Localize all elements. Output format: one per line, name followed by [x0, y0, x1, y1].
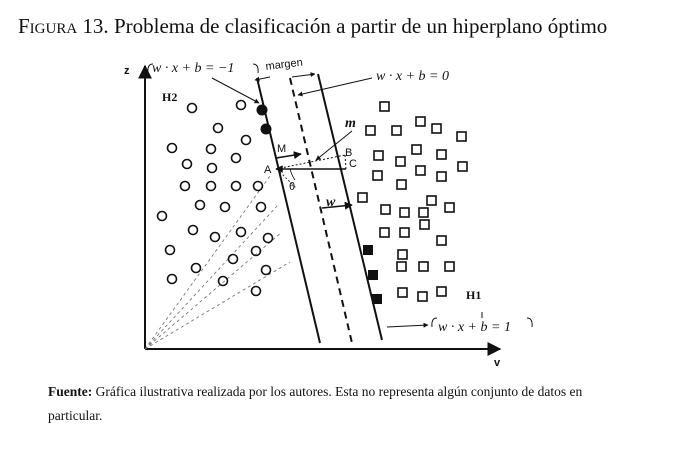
class-circles [158, 101, 273, 296]
support-vectors-circles [257, 105, 272, 135]
label-theta: θ [289, 181, 296, 193]
origin-rays [145, 176, 290, 349]
eq-plus-arrow [387, 325, 428, 327]
theta-arc [290, 169, 295, 180]
x-axis-label: v [494, 357, 501, 369]
figure-title-text: Problema de clasificación a partir de un hiperplano óptimo [113, 14, 608, 38]
label-C: C [349, 158, 357, 170]
caption-source-label: Fuente: [48, 384, 93, 399]
label-A: A [264, 164, 272, 176]
h2-label: H2 [162, 90, 178, 104]
eq-plus-label: w · x + b = 1 [438, 320, 511, 335]
y-axis-label: z [124, 65, 130, 77]
h1-label: H1 [466, 288, 482, 302]
label-w: w [326, 195, 336, 210]
eq-zero-arrow [298, 78, 372, 95]
margin-label: margen [264, 56, 304, 73]
figure-caption [48, 380, 638, 428]
label-M: M [277, 143, 287, 155]
hyperplane-center [290, 78, 352, 343]
eq-minus-arrow [212, 78, 259, 103]
label-m: m [345, 116, 356, 131]
label-B: B [345, 147, 353, 159]
margin-arrow-right [292, 74, 315, 77]
figure-number: Figura 13. [18, 14, 109, 38]
eq-minus-label: w · x + b = −1 [152, 61, 235, 76]
caption-text: Gráfica ilustrativa realizada por los autores. Esta no representa algún conjunto de datos en particular. [48, 384, 583, 423]
eq-zero-label: w · x + b = 0 [376, 69, 449, 84]
hyperplane-h2 [257, 78, 320, 343]
